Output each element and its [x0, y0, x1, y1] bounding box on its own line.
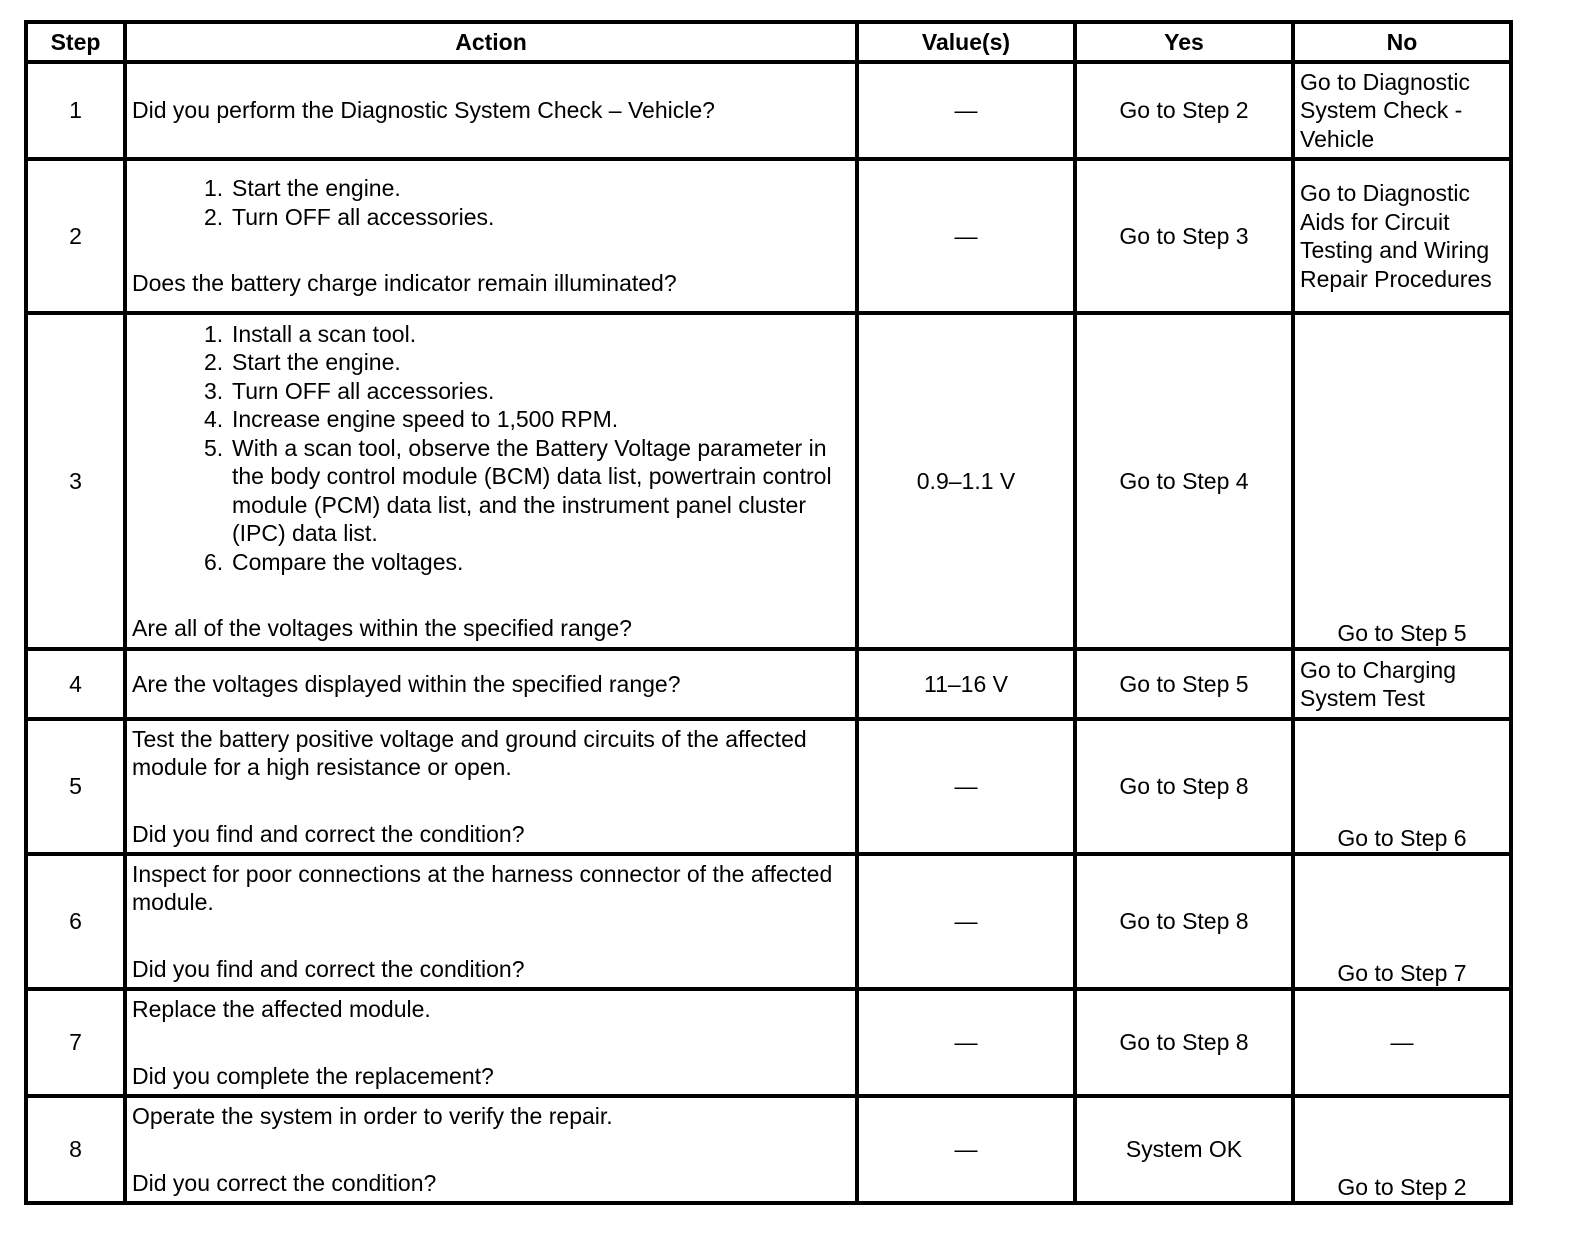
action-question: Did you complete the replacement? [132, 1062, 494, 1089]
action-question: Are all of the voltages within the specified range? [132, 615, 632, 641]
step-number: 2 [26, 159, 125, 313]
action-list [132, 174, 850, 231]
no-cell: Go to Diagnostic System Check - Vehicle [1293, 62, 1511, 159]
step-number: 6 [26, 854, 125, 989]
table-row [26, 313, 1511, 649]
header-step: Step [26, 22, 125, 62]
action-cell [125, 1096, 857, 1203]
header-yes: Yes [1075, 22, 1293, 62]
no-cell: Go to Charging System Test [1293, 649, 1511, 719]
action-cell [125, 719, 857, 854]
action-cell [125, 159, 857, 313]
action-cell [125, 649, 857, 719]
no-cell: Go to Step 2 [1293, 1096, 1511, 1203]
yes-cell: Go to Step 2 [1075, 62, 1293, 159]
list-item: 2. Turn OFF all accessories. [204, 203, 495, 230]
list-item: 6. Compare the voltages. [204, 548, 464, 575]
yes-cell: Go to Step 8 [1075, 854, 1293, 989]
no-cell: Go to Step 7 [1293, 854, 1511, 989]
step-number: 7 [26, 989, 125, 1096]
value-cell: 11–16 V [857, 649, 1075, 719]
list-item: 2. Start the engine. [204, 349, 401, 375]
yes-cell: Go to Step 8 [1075, 719, 1293, 854]
value-cell: — [857, 854, 1075, 989]
yes-cell: System OK [1075, 1096, 1293, 1203]
yes-cell: Go to Step 3 [1075, 159, 1293, 313]
list-item: 1. Start the engine. [204, 175, 401, 202]
table-row [26, 649, 1511, 719]
header-row [26, 22, 1511, 62]
action-question: Did you correct the condition? [132, 1169, 437, 1196]
step-number: 1 [26, 62, 125, 159]
list-item: 1. Install a scan tool. [204, 320, 417, 347]
value-cell: 0.9–1.1 V [857, 313, 1075, 649]
no-cell: Go to Diagnostic Aids for Circuit Testing and Wiring Repair Procedures [1293, 159, 1511, 313]
table-row [26, 719, 1511, 854]
diagnostic-table [24, 20, 1513, 1205]
header-values: Value(s) [857, 22, 1075, 62]
action-text: Operate the system in order to verify the repair. [132, 1103, 613, 1129]
list-item: 3. Turn OFF all accessories. [204, 377, 495, 404]
step-number: 8 [26, 1096, 125, 1203]
action-text: Test the battery positive voltage and ground circuits of the affected module for a high resistance or open. [132, 725, 807, 781]
step-number: 3 [26, 313, 125, 649]
step-number: 5 [26, 719, 125, 854]
yes-cell: Go to Step 8 [1075, 989, 1293, 1096]
action-cell [125, 62, 857, 159]
list-item: 5. With a scan tool, observe the Battery Voltage parameter in the body control module (BCM) data list, powertrain control module (PCM) data list, and the instrument panel cluster (IPC) data list. [204, 434, 832, 546]
value-cell: — [857, 159, 1075, 313]
action-question: Did you perform the Diagnostic System Check – Vehicle? [132, 97, 715, 124]
yes-cell: Go to Step 5 [1075, 649, 1293, 719]
action-cell [125, 854, 857, 989]
table-row [26, 854, 1511, 989]
no-cell: — [1293, 989, 1511, 1096]
action-question: Are the voltages displayed within the specified range? [132, 670, 681, 697]
no-cell: Go to Step 6 [1293, 719, 1511, 854]
list-item: 4. Increase engine speed to 1,500 RPM. [204, 406, 619, 432]
no-cell: Go to Step 5 [1293, 313, 1511, 649]
action-cell [125, 989, 857, 1096]
action-question: Did you find and correct the condition? [132, 955, 525, 982]
value-cell: — [857, 62, 1075, 159]
value-cell: — [857, 719, 1075, 854]
header-action: Action [125, 22, 857, 62]
step-number: 4 [26, 649, 125, 719]
action-cell [125, 313, 857, 649]
action-question: Does the battery charge indicator remain illuminated? [132, 270, 677, 297]
table-row [26, 62, 1511, 159]
table-row [26, 1096, 1511, 1203]
action-question: Did you find and correct the condition? [132, 820, 525, 847]
table-row [26, 989, 1511, 1096]
action-text: Replace the affected module. [132, 996, 431, 1022]
action-text: Inspect for poor connections at the harness connector of the affected module. [132, 860, 833, 916]
value-cell: — [857, 1096, 1075, 1203]
action-list [132, 320, 850, 577]
yes-cell: Go to Step 4 [1075, 313, 1293, 649]
value-cell: — [857, 989, 1075, 1096]
table-row [26, 159, 1511, 313]
header-no: No [1293, 22, 1511, 62]
